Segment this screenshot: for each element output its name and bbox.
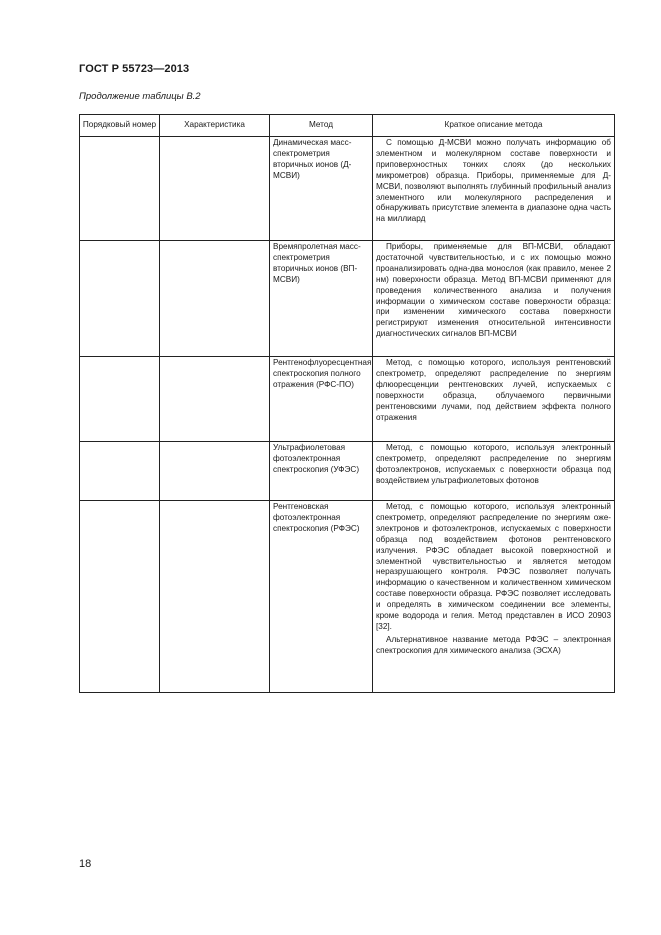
characteristic-cell (160, 357, 270, 442)
column-header-description: Краткое описание метода (373, 115, 615, 137)
method-cell: Рентгеновская фотоэлектронная спектроскопия (РФЭС) (270, 501, 373, 693)
row-number-cell (80, 442, 160, 501)
row-number-cell (80, 357, 160, 442)
description-cell (373, 501, 615, 693)
description-cell (373, 357, 615, 442)
page-number: 18 (79, 858, 92, 870)
column-header-number: Порядковый номер (80, 115, 160, 137)
document-code: ГОСТ Р 55723—2013 (79, 63, 190, 75)
table-row (80, 357, 615, 442)
table-row (80, 501, 615, 693)
table-continuation-caption: Продолжение таблицы В.2 (79, 91, 201, 102)
characteristic-cell (160, 241, 270, 357)
description-paragraph: Метод, с помощью которого, используя электронный спектрометр, определяют распределение по энергиям фотоэлектронов, испускаемых с поверхности образца под воздействием ультрафиолетовых фотонов (376, 443, 611, 485)
description-paragraph: Альтернативное название метода РФЭС – электронная спектроскопия для химического анализа (ЭСХА) (376, 634, 611, 655)
characteristic-cell (160, 137, 270, 241)
row-number-cell (80, 241, 160, 357)
characteristic-cell (160, 442, 270, 501)
method-cell: Ультрафиолетовая фотоэлектронная спектроскопия (УФЭС) (270, 442, 373, 501)
description-paragraph: Приборы, применяемые для ВП-МСВИ, обладают достаточной чувствительностью, и с их помощью можно проанализировать одна-два монослоя (как правило, менее 2 нм) поверхности образца. Метод ВП-МСВИ применяют для проведения количественного анализа и получения информации о химическом составе поверхности образца: при изменении химического состава поверхности регистрируют изменения относительной интенсивности диагностических сигналов ВП-МСВИ (376, 242, 611, 339)
table-row (80, 442, 615, 501)
row-number-cell (80, 137, 160, 241)
table-header-row (80, 115, 615, 137)
description-paragraph: С помощью Д-МСВИ можно получать информацию об элементном и молекулярном составе поверхности и приповерхностных тонких слоях (до нескольких микрометров) образца. Приборы, применяемые для Д-МСВИ, позволяют выполнять глубинный профильный анализ элементного или молекулярного распределения и обнаруживать присутствие элемента в диапазоне одна часть на миллиард (376, 138, 611, 224)
method-cell: Времяпролетная масс-спектрометрия вторичных ионов (ВП-МСВИ) (270, 241, 373, 357)
method-cell: Динамическая масс-спектрометрия вторичных ионов (Д-МСВИ) (270, 137, 373, 241)
description-cell (373, 241, 615, 357)
methods-table (79, 114, 615, 693)
method-cell: Рентгенофлуоресцентная спектроскопия полного отражения (РФС-ПО) (270, 357, 373, 442)
column-header-characteristic: Характеристика (160, 115, 270, 137)
table-row (80, 137, 615, 241)
table-row (80, 241, 615, 357)
description-cell (373, 442, 615, 501)
description-paragraph: Метод, с помощью которого, используя электронный спектрометр, определяют распределение по энергиям оже-электронов и фотоэлектронов, испускаемых с поверхности образца под воздействием фотонов рентгеновского излучения. РФЭС обладает высокой поверхностной и элементной чувствительностью и является методом неразрушающего контроля. РФЭС позволяет получать информацию о качественном и количественном химическом составе поверхности образца. РФЭС позволяет исследовать и определять в химическом соединении все элементы, кроме водорода и гелия. Метод представлен в ИСО 20903 [32]. (376, 502, 611, 631)
characteristic-cell (160, 501, 270, 693)
description-cell (373, 137, 615, 241)
row-number-cell (80, 501, 160, 693)
column-header-method: Метод (270, 115, 373, 137)
description-paragraph: Метод, с помощью которого, используя рентгеновский спектрометр, определяют распределение по энергиям флюоресценции рентгеновских лучей, испускаемых с поверхности образца, облучаемого первичными рентгеновскими лучами, под действием эффекта полного отражения (376, 358, 611, 422)
